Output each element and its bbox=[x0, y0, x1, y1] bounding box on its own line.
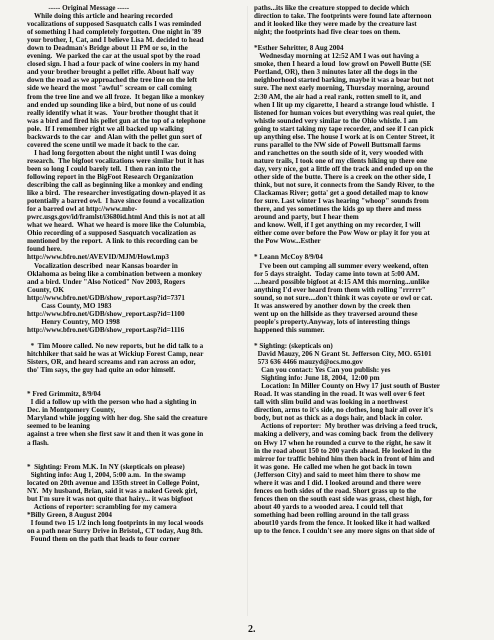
right-text-line: It was answered by another down by the creek then bbox=[254, 301, 411, 310]
right-text-line: listened for human voices but everything was real quiet, the bbox=[254, 108, 436, 117]
left-text-line: * Fred Grimmitz, 8/9/04 bbox=[27, 390, 101, 399]
left-text-line: * Sighting: From M.K. In NY (skepticals on please) bbox=[27, 462, 185, 471]
left-text-line: Found them on the path that leads to four corner bbox=[27, 535, 180, 544]
left-text-line: down the road as we approached the tree line on the left bbox=[27, 76, 197, 85]
right-text-line bbox=[254, 334, 476, 342]
left-text-line bbox=[27, 374, 241, 382]
right-text-line: Location: In Miller County on Hwy 17 just south of Buster bbox=[254, 382, 440, 391]
left-text-line: * Tim Moore called. No new reports, but he did talk to a bbox=[27, 341, 204, 350]
left-text-line: tho' Tim says, the guy had quite an odor himself. bbox=[27, 366, 176, 375]
right-text-line: anything I'd ever heard from them with rolling "rrrrrr" bbox=[254, 285, 426, 294]
right-text-line bbox=[254, 245, 476, 253]
left-text-line: describing the call as beginning like a monkey and ending bbox=[27, 181, 203, 190]
right-text-line: David Mauzy, 206 N Grant St. Jefferson City, MO. 65101 bbox=[254, 350, 432, 359]
right-text-line: direction, arms to it's side, no clothes, long hair all over it's bbox=[254, 406, 433, 415]
right-text-line: night; the footprints had five clear toes on them. bbox=[254, 28, 401, 37]
left-text-line: Actions of reporter: scrambling for my camera bbox=[27, 502, 177, 511]
right-text-line: for sure. Last winter I was hearing "whoop" sounds from bbox=[254, 197, 429, 206]
right-column bbox=[254, 4, 476, 535]
left-text-line: mentioned by the report. A link to this recording can be bbox=[27, 237, 198, 246]
left-text-line: Cass County, MO 1983 bbox=[27, 301, 112, 310]
right-text-line: ....heard possible bigfoot at 4:15 AM this morning...unlike bbox=[254, 277, 430, 286]
right-text-line: sound, so not sure....don't think it was coyote or owl or cat. bbox=[254, 293, 433, 302]
right-text-line: Actions of reporter: My brother was driving a feed truck, bbox=[254, 422, 438, 431]
left-text-line: your brother, I, Cat, and I believe Lisa M. decided to head bbox=[27, 36, 204, 45]
right-text-line: Can you contact: Yes Can you publish: yes bbox=[254, 366, 391, 375]
left-text-line: backwards to the car and Alan with the pellet gun sort of bbox=[27, 132, 202, 141]
right-text-line: when I lit up my cigarette, I heard a strange loud whistle. I bbox=[254, 100, 435, 109]
right-text-line: fences then on the south east side was grass, chest high, for bbox=[254, 494, 433, 503]
right-text-line: *Esther Sehritter, 8 Aug 2004 bbox=[254, 44, 344, 53]
left-text-line: seemed to be leaning bbox=[27, 422, 90, 431]
right-text-line: it was gone. He called me when he got back in town bbox=[254, 462, 412, 471]
left-text-line: down to Deadman's Bridge about 11 PM or so, in the bbox=[27, 44, 188, 53]
right-text-line: people's property.Anyway, lots of interesting things bbox=[254, 317, 410, 326]
right-text-line: either come over before the Pow Wow or play it for you at bbox=[254, 229, 430, 238]
left-text-line: but I'm sure it was not quite that hairy... it was bigfoot bbox=[27, 494, 193, 503]
right-text-line: 573 636 4466 mauzyd@ocs.mo.gov bbox=[254, 358, 363, 367]
right-text-line: Road. It was standing in the road. It was well over 6 feet bbox=[254, 390, 425, 399]
left-text-line: covered the scene until we made it back to the car. bbox=[27, 140, 180, 149]
left-text-line: a flash. bbox=[27, 438, 49, 447]
left-text-line: NY. My husband, Brian, said it was a naked Greek girl, bbox=[27, 486, 198, 495]
left-text-line: ----- Original Message ----- bbox=[27, 4, 130, 12]
right-text-line: up to the fence. I couldn't see any more signs on that side of bbox=[254, 527, 435, 536]
right-text-line: paths...its like the creature stopped to decide which bbox=[254, 4, 410, 12]
left-text-line: http://www.bfro.net/GDB/show_report.asp?id=1100 bbox=[27, 309, 185, 318]
left-text-line: against a tree when she first saw it and then it was gone in bbox=[27, 430, 204, 439]
right-text-line: * Leann McCoy 8/9/04 bbox=[254, 253, 323, 262]
right-text-line bbox=[254, 36, 476, 44]
column-gutter bbox=[247, 6, 248, 616]
left-text-line: side we heard the most "awful" scream or call coming bbox=[27, 84, 192, 93]
right-text-line: on Hwy 17 when he rounded a curve to the right, he saw it bbox=[254, 438, 432, 447]
right-text-line: smoke, then I heard a loud low growl on Powell Butte (SE bbox=[254, 60, 432, 69]
left-text-line: from the tree line and we all froze. It began like a monkey bbox=[27, 92, 205, 101]
right-text-line: Portland, OR), then 3 minutes later all the dogs in the bbox=[254, 68, 418, 77]
left-text-line: of something I had completely forgotten. One night in '89 bbox=[27, 28, 202, 37]
right-text-line: there, and yes sometimes the kids go up there and mess bbox=[254, 205, 422, 214]
right-text-line: 2:30 AM, the air had a real rank, rotten smell to it, and bbox=[254, 92, 422, 101]
right-text-line: think, but not sure, it connects from the Sandy River, to the bbox=[254, 181, 435, 190]
left-text-line: potentially a barred owl. I have since found a vocalization bbox=[27, 197, 205, 206]
left-text-line: Sisters, OR, and heard screams and ran across an odor, bbox=[27, 358, 196, 367]
right-text-line: tall with slim build and was looking in a northwest bbox=[254, 398, 408, 407]
left-text-line: Ohio recording of a supposed Sasquatch vocalization as bbox=[27, 229, 197, 238]
left-text-line: and a bird. Under "Also Noticed" Nov 2003, Rogers bbox=[27, 277, 186, 286]
left-text-line: research. The bigfoot vocalizations were similar but it has bbox=[27, 156, 205, 165]
left-text-line: for a barred owl at http://www.mbr- bbox=[27, 205, 138, 214]
right-text-line: Sighting info: June 18, 2004, 12:00 pm bbox=[254, 374, 380, 383]
right-text-line: and it looked like they were made by the creature last bbox=[254, 20, 417, 29]
left-text-line: While doing this article and hearing recorded bbox=[27, 12, 173, 21]
left-text-line: been so long I could barely tell. I then ran into the bbox=[27, 164, 181, 173]
right-text-line: (Jefferson City) and said to meet him there to show me bbox=[254, 470, 421, 479]
left-text-line: http://www.bfro.net/GDB/show_report.asp?id=1116 bbox=[27, 325, 185, 334]
right-text-line: making a delivery, and was coming back from the delivery bbox=[254, 430, 434, 439]
left-text-line: I did a follow up with the person who had a sighting in bbox=[27, 398, 197, 407]
left-text-line: closed sign. I had a four pack of wine coolers in my hand bbox=[27, 60, 200, 69]
left-text-line: following report in the BigFoot Research Organization bbox=[27, 172, 194, 181]
right-text-line: about10 yards from the fence. It looked like it had walked bbox=[254, 519, 430, 527]
left-text-line: on a path near Surry Drive in Bristol,, CT today, Aug 8th. bbox=[27, 527, 203, 536]
right-text-line: mirror for traffic behind him then back in front of him and bbox=[254, 454, 435, 463]
right-text-line: Wednesday morning at 12:52 AM I was out having a bbox=[254, 52, 419, 61]
left-text-line: evening. We parked the car at the usual spot by the road bbox=[27, 52, 201, 61]
right-text-line: around and party, but I hear them bbox=[254, 213, 359, 222]
left-text-line: really identify what it was. Your brother thought that it bbox=[27, 108, 199, 117]
left-text-line: Vocalization described near Kansas boarder in bbox=[27, 261, 178, 270]
left-text-line: pole. If I remember right we all backed up walking bbox=[27, 124, 184, 133]
right-text-line: and ranchettes on the south side of it, very wooded with bbox=[254, 148, 424, 157]
right-text-line: * Sighting: (skepticals on) bbox=[254, 341, 333, 350]
right-text-line: something had been rolling around in the tall grass bbox=[254, 510, 409, 519]
right-text-line: went up on the hillside as they traversed around these bbox=[254, 309, 418, 318]
right-text-line: where it was and I did. I looked around and there were bbox=[254, 478, 421, 487]
left-text-line: I found two 15 1/2 inch long footprints in my local woods bbox=[27, 519, 204, 527]
right-text-line: Clackamas River; gotta' get a good detailed map to know bbox=[254, 189, 429, 198]
left-text-line: I had long forgotten about the night until I was doing bbox=[27, 148, 197, 157]
left-text-line: *Billy Green, 8 August 2004 bbox=[27, 510, 112, 519]
left-text-line: located on 20th avenue and 135th street in College Point, bbox=[27, 478, 200, 487]
right-text-line: going to start taking my tape recorder, and see if I can pick bbox=[254, 124, 434, 133]
right-text-line: and know. Well, if I get anything on my recorder, I will bbox=[254, 221, 421, 230]
left-text-line: Maryland while jogging with her dog. She said the creature bbox=[27, 414, 208, 423]
right-text-line: sure. The next early morning, Thursday morning, around bbox=[254, 84, 430, 93]
left-text-line: was a bird and fired his pellet gun at the top of a telephone bbox=[27, 116, 206, 125]
left-text-line bbox=[27, 334, 241, 342]
left-text-line bbox=[27, 447, 241, 455]
right-text-line: the Pow Wow...Esther bbox=[254, 237, 321, 246]
right-text-line: direction to take. The footprints were found late afternoon bbox=[254, 12, 432, 21]
left-text-line: hitchhiker that said he was at Wickiup Forest Camp, near bbox=[27, 350, 204, 359]
left-text-line bbox=[27, 382, 241, 390]
right-text-line: up anything else. The house I work at is on Center Street, it bbox=[254, 132, 435, 141]
right-text-line: runs parallel to the NW side of Powell Buttsmall farms bbox=[254, 140, 421, 149]
left-text-line: and ended up sounding like a bird, but none of us could bbox=[27, 100, 197, 109]
left-text-line: Sighting info: Aug 1, 2004, 5:00 a.m. In the swamp bbox=[27, 470, 186, 479]
right-text-line: body, but not as thick as a dogs hair, and black in color. bbox=[254, 414, 423, 423]
right-text-line: about 40 yards to a wooded area. I could tell that bbox=[254, 502, 403, 511]
right-text-line: I've been out camping all summer every weekend, often bbox=[254, 261, 429, 270]
left-text-line: what we heard. What we heard is more like the Columbia, bbox=[27, 221, 206, 230]
right-text-line: whistle sounded very similar to the Ohio whistle. I am bbox=[254, 116, 418, 125]
right-text-line: in the road about 150 to 200 yards ahead. He looked in the bbox=[254, 446, 432, 455]
page-number: 2. bbox=[248, 624, 256, 635]
right-text-line: fences on both sides of the road. Short grass up to the bbox=[254, 486, 417, 495]
left-text-line: pwrc.usgs.gov/id/framlst/i3680id.html And this is not at all bbox=[27, 213, 205, 222]
left-text-line: found here. bbox=[27, 245, 62, 254]
right-text-line: day, very nice, got a little off the track and ended up on the bbox=[254, 164, 434, 173]
right-text-line: neighborhood started barking, maybe it was a bear but not bbox=[254, 76, 434, 85]
right-text-line: happened this summer. bbox=[254, 325, 325, 334]
right-text-line: nature trails, I took one of my clients hiking up there one bbox=[254, 156, 428, 165]
left-text-line: and your brother brought a pellet rifle. About half way bbox=[27, 68, 194, 77]
left-text-line: County, OK bbox=[27, 285, 64, 294]
left-text-line: like a bird. The researcher investigating down-played it as bbox=[27, 189, 206, 198]
left-text-line: Oklahoma as being like a combination between a monkey bbox=[27, 269, 202, 278]
left-text-line: vocalizations of supposed Sasquatch calls I was reminded bbox=[27, 20, 202, 29]
left-column bbox=[27, 4, 241, 543]
right-text-line: other side of the butte. There is a creek on the other side, I bbox=[254, 172, 431, 181]
left-text-line: http://www.bfro.net/GDB/show_report.asp?id=7371 bbox=[27, 293, 185, 302]
left-text-line: http://www.bfro.net/AVEVID/MJM/Howl.mp3 bbox=[27, 253, 169, 262]
left-text-line: Henry Country, MO 1998 bbox=[27, 317, 120, 326]
right-text-line: for 5 days straight. Today came into town at 5:00 AM. bbox=[254, 269, 420, 278]
left-text-line: Dec. in Montgomery County, bbox=[27, 406, 116, 415]
left-text-line bbox=[27, 455, 241, 463]
